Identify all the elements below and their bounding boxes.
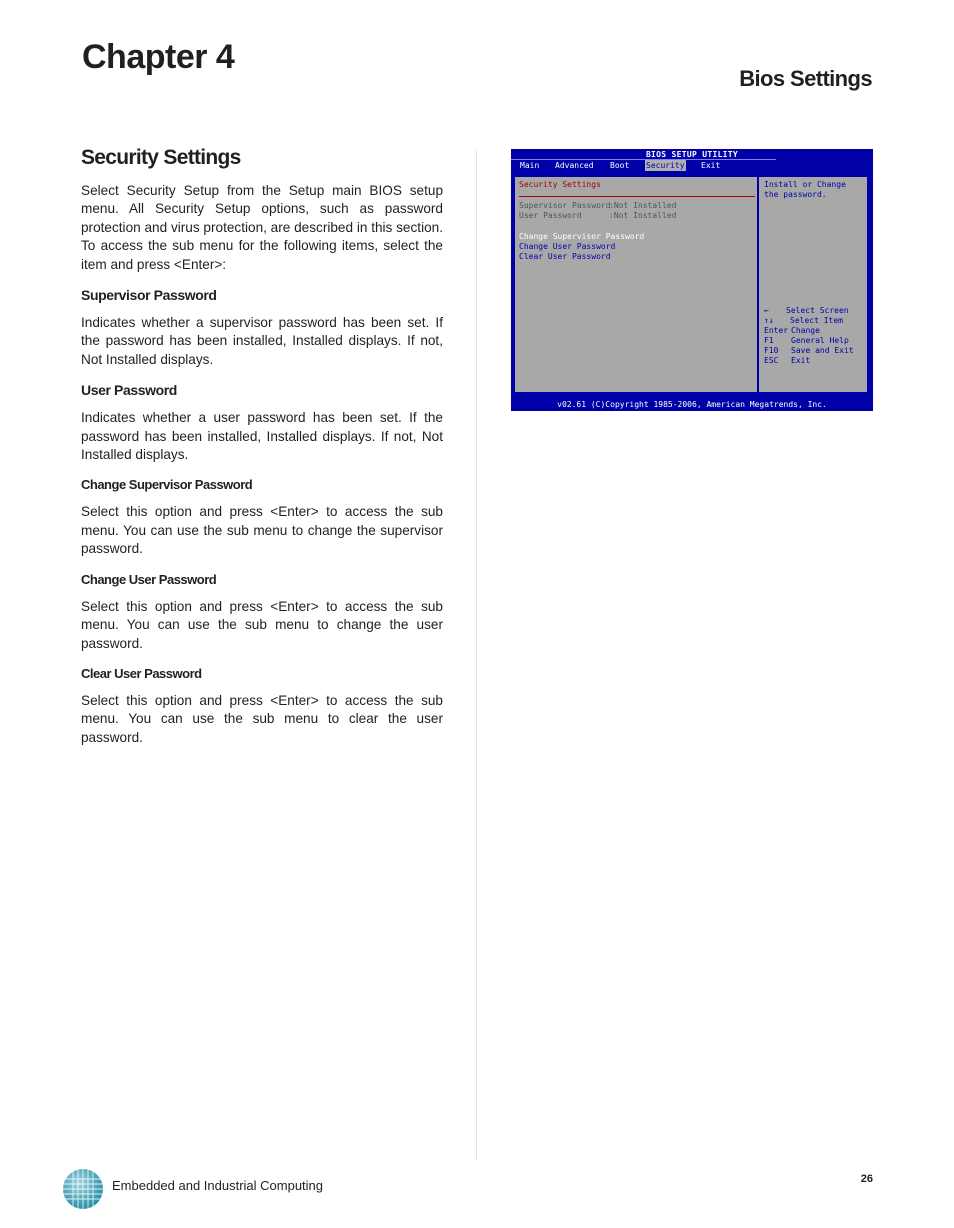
bios-help-text: Install or Change the password. [764,180,846,199]
footer-company-text: Embedded and Industrial Computing [112,1178,324,1193]
text-column [81,146,443,747]
bios-menu-bar [511,160,873,171]
item-text-clear-user-password: Select this option and press <Enter> to access the sub menu. You can use the sub menu to clear the user password. [81,692,443,745]
item-text-user-password: Indicates whether a user password has been set. If the password has been installed, Installed displays. If not, Not Installed displays. [81,410,443,463]
bios-footer-copyright: v02.61 (C)Copyright 1985-2006, American Megatrends, Inc. [557,400,827,409]
item-heading-supervisor-password: Supervisor Password [81,287,217,304]
bios-option-clear-user[interactable]: Clear User Password [519,252,611,261]
bios-menu-security[interactable]: Security [646,161,685,170]
bios-option-change-user[interactable]: Change User Password [519,242,616,251]
bios-key-desc-1: Select Item [790,316,843,325]
bios-key-2: Enter [764,326,789,335]
bios-key-3: F1 [764,336,774,345]
bios-key-4: F10 [764,346,779,355]
chapter-title: Chapter 4 [82,38,235,76]
column-divider [476,150,477,1160]
bios-body [513,175,869,394]
bios-key-0: ← [764,306,769,315]
item-heading-change-user-password: Change User Password [81,571,217,587]
bios-top-title: BIOS SETUP UTILITY [645,150,739,159]
bios-key-desc-5: Exit [791,356,811,365]
bios-status-label-user: User Password [519,211,582,220]
bios-key-1: ↑↓ [764,316,774,325]
item-text-change-supervisor-password: Select this option and press <Enter> to access the sub menu. You can use the sub menu to change the supervisor password. [81,504,443,557]
globe-logo-icon [60,1164,106,1210]
bios-menu-boot[interactable]: Boot [610,161,630,170]
item-heading-clear-user-password: Clear User Password [81,665,202,681]
item-heading-user-password: User Password [81,382,177,399]
bios-key-desc-2: Change [791,326,820,335]
bios-screenshot [511,149,873,411]
item-text-supervisor-password: Indicates whether a supervisor password has been set. If the password has been installed, Installed displays. If not, Not Installed displays. [81,315,443,367]
bios-option-change-supervisor[interactable]: Change Supervisor Password [519,232,645,241]
bios-menu-exit[interactable]: Exit [701,161,721,170]
bios-panel-title: Security Settings [519,180,601,189]
item-heading-change-supervisor-password: Change Supervisor Password [81,477,253,493]
bios-key-5: ESC [764,356,779,365]
bios-key-desc-3: General Help [791,336,849,345]
intro-paragraph: Select Security Setup from the Setup main BIOS setup menu. All Security Setup options, such as password protection and virus protection, are described in this section. To access the sub menu for the following items, select the item and press <Enter>: [81,183,443,272]
item-text-change-user-password: Select this option and press <Enter> to access the sub menu. You can use the sub menu to change the user password. [81,598,443,651]
section-title: Bios Settings [739,66,872,91]
bios-key-desc-0: Select Screen [786,306,849,315]
bios-status-label-supervisor: Supervisor Password [519,201,611,210]
bios-status-value-user: :Not Installed [609,211,677,220]
page-heading: Security Settings [81,146,241,169]
bios-menu-main[interactable]: Main [520,161,540,170]
bios-status-value-supervisor: :Not Installed [609,201,677,210]
page-number: 26 [860,1173,873,1185]
bios-menu-advanced[interactable]: Advanced [555,161,594,170]
bios-key-desc-4: Save and Exit [791,346,854,355]
